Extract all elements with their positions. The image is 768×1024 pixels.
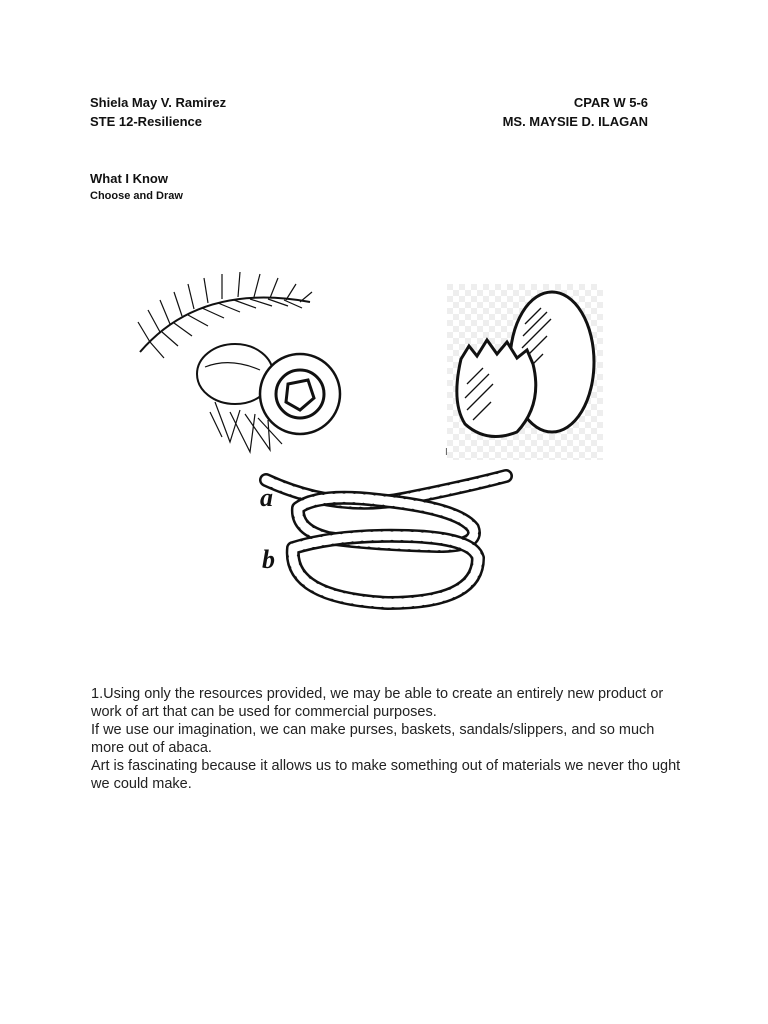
knot-label-a: a <box>260 483 273 512</box>
egg-illustration <box>447 284 603 460</box>
coconut-illustration <box>130 262 350 462</box>
course-label: CPAR W 5-6 <box>573 95 648 110</box>
knot-label-b: b <box>262 545 275 574</box>
answer-text <box>91 685 691 793</box>
knot-illustration <box>258 468 518 618</box>
activity-instruction: Choose and Draw <box>90 190 183 202</box>
student-name: Shiela May V. Ramirez <box>90 95 227 110</box>
answer-paragraph-2: If we use our imagination, we can make purses, baskets, sandals/slippers, and so much more out of abaca. <box>91 722 655 756</box>
answer-paragraph-3: Art is fascinating because it allows us to make something out of materials we never tho ught we could make. <box>91 758 681 792</box>
activity-title: What I Know <box>90 171 168 186</box>
answer-paragraph-1: 1.Using only the resources provided, we may be able to create an entirely new product or work of art that can be used for commercial purposes. <box>91 686 664 720</box>
stray-mark: I <box>445 447 448 458</box>
teacher-name: MS. MAYSIE D. ILAGAN <box>502 114 648 129</box>
section-label: STE 12-Resilience <box>90 114 202 129</box>
